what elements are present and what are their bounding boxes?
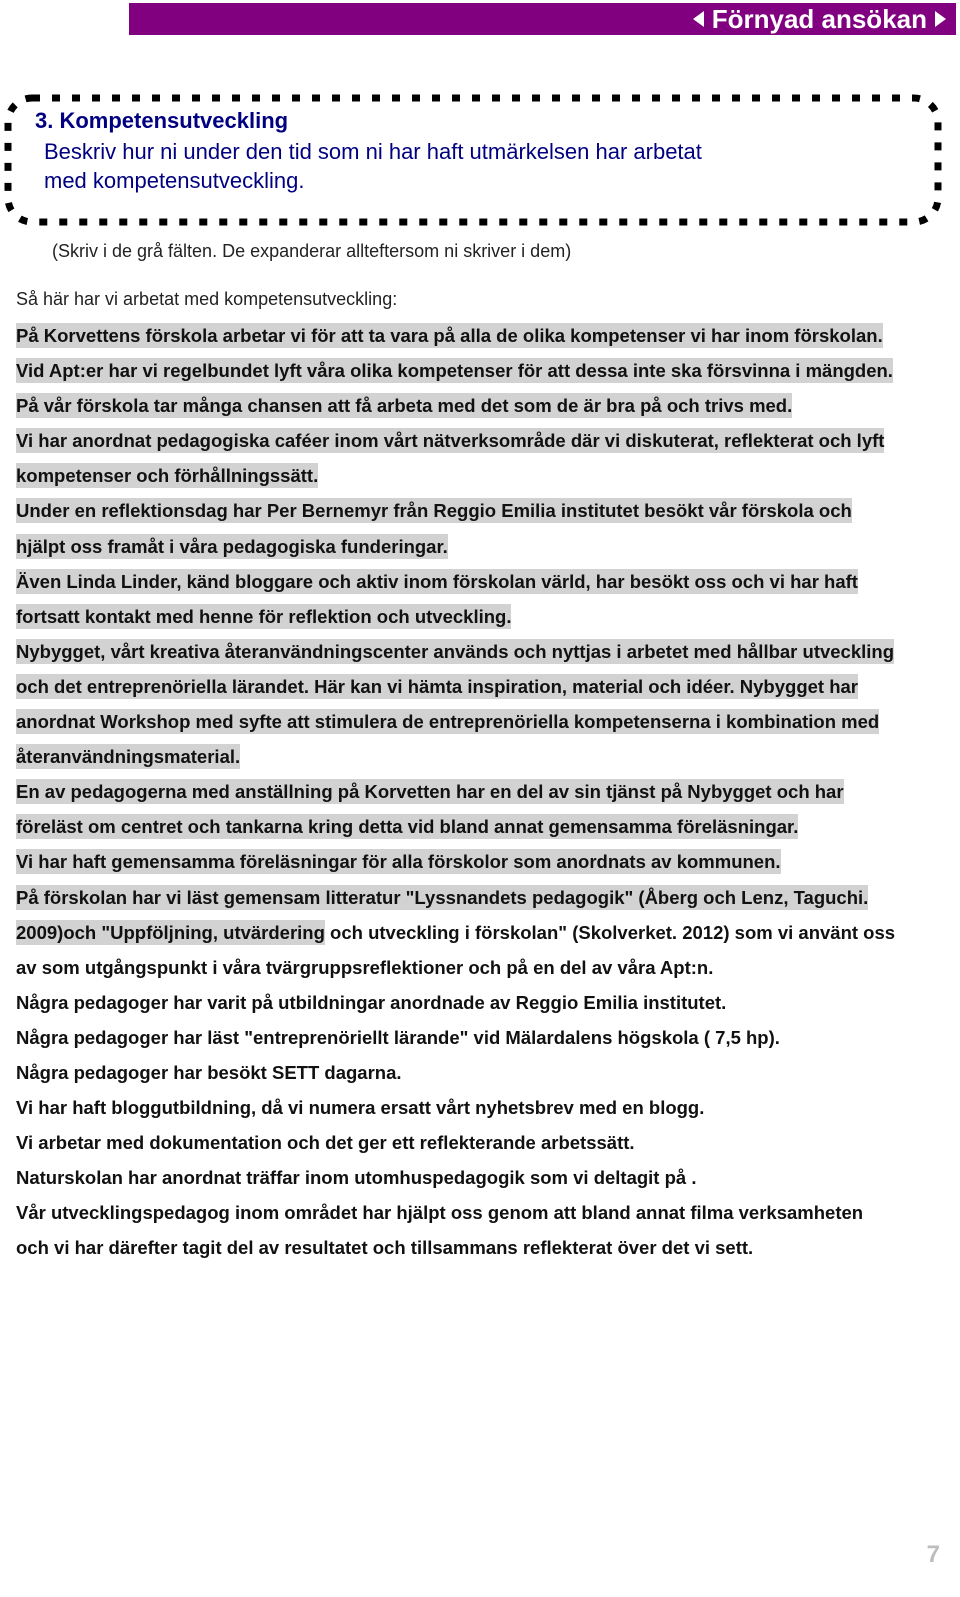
paragraph[interactable]: Vår utvecklingspedagog inom området har hjälpt oss genom att bland annat filma verksamheten och vi har därefter tagit del av resultatet och tillsammans reflekterat över det vi sett. <box>16 1202 864 1259</box>
gray-field-text[interactable]: Nybygget, vårt kreativa återanvändningscenter används och nyttjas i arbetet med hållbar utveckling och det entreprenöriella lärandet. Här kan vi hämta inspiration, material och idéer. Nybygget har anordnat Workshop med syfte att stimulera de entreprenöriella kompetenserna i kombination med återanvändningsmaterial. <box>16 640 895 768</box>
paragraph <box>16 634 896 774</box>
paragraph <box>16 564 896 634</box>
paragraph[interactable]: Några pedagoger har varit på utbildningar anordnade av Reggio Emilia institutet. <box>16 991 727 1013</box>
section-description: Beskriv hur ni under den tid som ni har haft utmärkelsen har arbetat med kompetensutveckling. <box>44 139 702 193</box>
paragraph[interactable]: Några pedagoger har läst "entreprenöriellt lärande" vid Mälardalens högskola ( 7,5 hp). <box>16 1026 780 1048</box>
answer-text-area[interactable] <box>16 318 896 1266</box>
gray-field-text[interactable]: Vi har haft gemensamma föreläsningar för alla förskolor som anordnats av kommunen. <box>16 851 781 873</box>
header-title: Förnyad ansökan <box>711 4 927 34</box>
gray-field-text[interactable]: På Korvettens förskola arbetar vi för att ta vara på alla de olika kompetenser vi har inom förskolan. Vid Apt:er har vi regelbundet lyft våra olika kompetenser för att dessa inte ska försvinna i mängden. På vår förskola tar många chansen att få arbeta med det som de är bra på och trivs med. <box>16 325 893 417</box>
instruction-hint: (Skriv i de grå fälten. De expanderar allteftersom ni skriver i dem) <box>52 241 572 261</box>
paragraph <box>16 318 896 423</box>
paragraph[interactable]: Vi arbetar med dokumentation och det ger ett reflekterande arbetssätt. <box>16 1132 635 1154</box>
gray-field-text[interactable]: Även Linda Linder, känd bloggare och aktiv inom förskolan värld, har besökt oss och vi har haft fortsatt kontakt med henne för reflektion och utveckling. <box>16 570 858 627</box>
intro-label: Så här har vi arbetat med kompetensutveckling: <box>16 289 398 309</box>
page-number: 7 <box>926 1541 940 1568</box>
section-heading-box <box>4 94 944 228</box>
paragraph[interactable]: Några pedagoger har besökt SETT dagarna. <box>16 1061 402 1083</box>
paragraph <box>16 880 896 985</box>
header-bar <box>129 3 956 35</box>
plain-text[interactable]: och utveckling i förskolan" (Skolverket. 2012) som vi använt oss av som utgångspunkt i våra tvärgruppsreflektioner och på en del av våra Apt:n. <box>16 921 896 978</box>
paragraph[interactable]: Naturskolan har anordnat träffar inom utomhuspedagogik som vi deltagit på . <box>16 1167 697 1189</box>
gray-field-text[interactable]: Vi har anordnat pedagogiska caféer inom vårt nätverksområde där vi diskuterat, reflekterat och lyft kompetenser och förhållningssätt. <box>16 430 885 487</box>
previous-arrow-icon[interactable] <box>693 11 704 27</box>
paragraph <box>16 774 896 844</box>
section-title: 3. Kompetensutveckling <box>35 108 289 133</box>
gray-field-text[interactable]: Under en reflektionsdag har Per Bernemyr från Reggio Emilia institutet besökt vår förskola och hjälpt oss framåt i våra pedagogiska funderingar. <box>16 500 852 557</box>
paragraph <box>16 493 896 563</box>
gray-field-text[interactable]: På förskolan har vi läst gemensam litteratur "Lyssnandets pedagogik" (Åberg och Lenz, Taguchi. 2009)och "Uppföljning, utvärdering <box>16 886 869 943</box>
next-arrow-icon[interactable] <box>935 11 946 27</box>
gray-field-text[interactable]: En av pedagogerna med anställning på Korvetten har en del av sin tjänst på Nybygget och har föreläst om centret och tankarna kring detta vid bland annat gemensamma föreläsningar. <box>16 781 844 838</box>
paragraph <box>16 844 896 879</box>
paragraph[interactable]: Vi har haft bloggutbildning, då vi numera ersatt vårt nyhetsbrev med en blogg. <box>16 1097 705 1119</box>
paragraph <box>16 423 896 493</box>
